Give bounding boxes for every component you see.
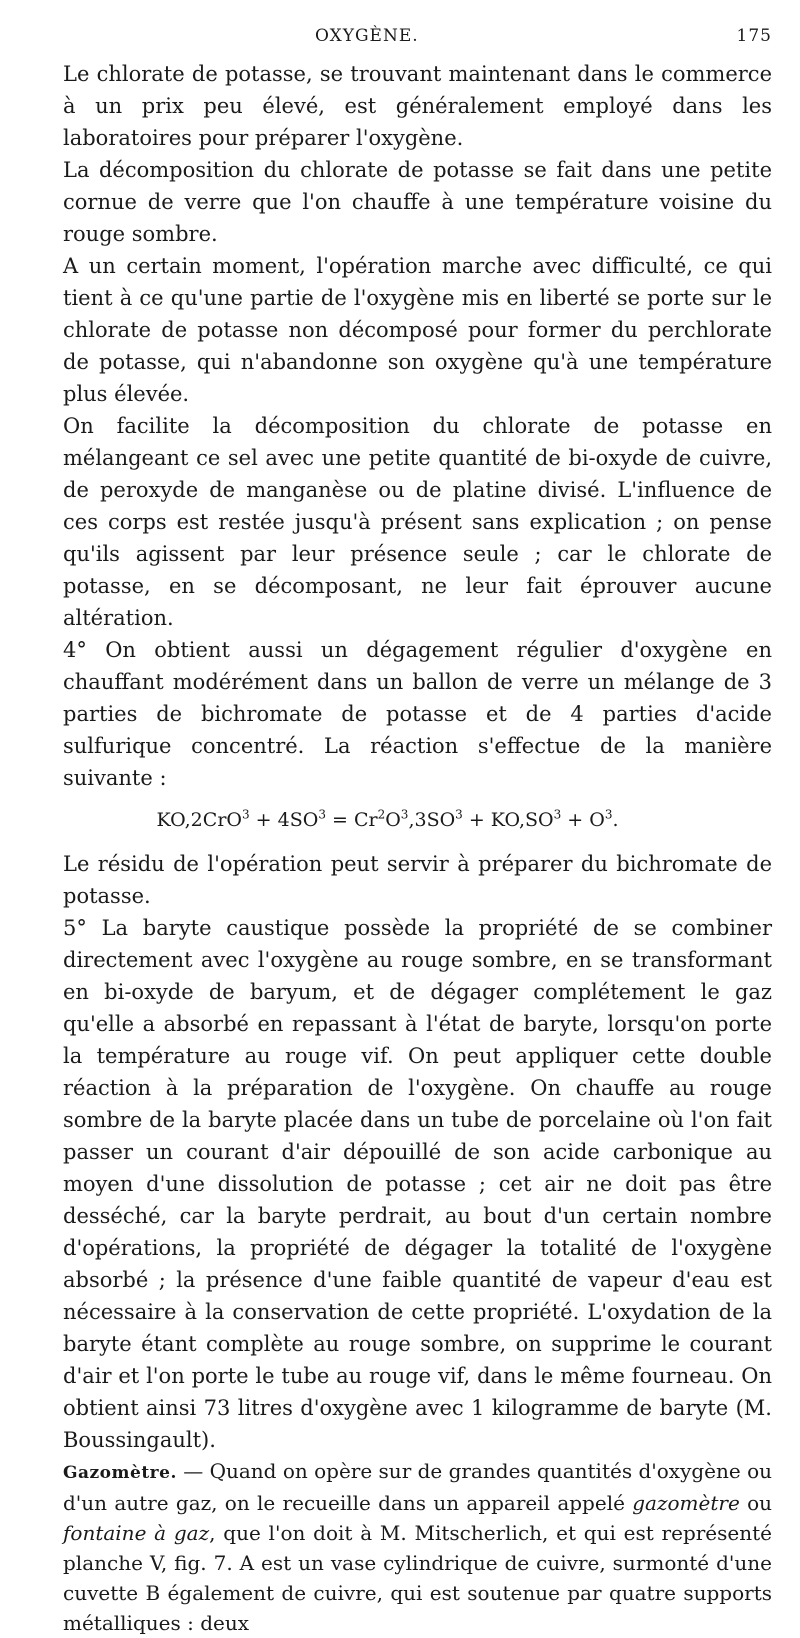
formula-superscript: 3 [455,807,463,822]
paragraph-decomposition: La décomposition du chlorate de potasse se fait dans une petite cornue de verre que l'on chauffe à une température voisine du rouge sombre. [63,158,772,246]
formula-part: O [385,809,401,831]
formula-part: = Cr [325,809,378,831]
section-run-in-heading: Gazomètre. [63,1463,177,1483]
formula-superscript: 3 [553,807,562,822]
page-number: 175 [736,26,772,46]
gazometre-text-after: , que l'on doit à M. Mitscherlich, et qui est représenté planche V, fig. 7. A est un vase cylindrique de cuivre, surmonté d'une cuvette B également de cuivre, qui est soutenue par quatre supports métalliques : deux [63,1521,772,1635]
formula-superscript: 3 [604,807,613,822]
formula-part: ,3SO [408,809,456,831]
formula-superscript: 3 [241,807,250,822]
paragraph-chlorate-intro: Le chlorate de potasse, se trouvant maintenant dans le commerce à un prix peu élevé, est généralement employé dans les laboratoires pour préparer l'oxygène. [63,62,772,150]
paragraph-catalysts: On facilite la décomposition du chlorate de potasse en mélangeant ce sel avec une petite quantité de bi-oxyde de cuivre, de peroxyde de manganèse ou de platine divisé. L'influence de ces corps est restée jusqu'à présent sans explication ; on pense qu'ils agissent par leur présence seule ; car le chlorate de potasse, en se décomposant, ne leur fait éprouver aucune altération. [63,414,772,630]
formula-part: . [612,809,619,831]
gazometre-text-mid: ou [739,1491,772,1515]
formula-superscript: 3 [400,807,409,822]
formula-part: + KO,SO [462,809,554,831]
chemical-equation [63,798,772,842]
paragraph-baryte: 5° La baryte caustique possède la propriété de se combiner directement avec l'oxygène au rouge sombre, en se transformant en bi-oxyde de baryum, et de dégager complétement le gaz qu'elle a absorbé en repassant à l'état de baryte, lorsqu'on porte la température au rouge vif. On peut appliquer cette double réaction à la préparation de l'oxygène. On chauffe au rouge sombre de la baryte placée dans un tube de porcelaine où l'on fait passer un courant d'air dépouillé de son acide carbonique au moyen d'une dissolution de potasse ; cet air ne doit pas être desséché, car la baryte perdrait, au bout d'un certain nombre d'opérations, la propriété de dégager la totalité de l'oxygène absorbé ; la présence d'une faible quantité de vapeur d'eau est nécessaire à la conservation de cette propriété. L'oxydation de la baryte étant complète au rouge sombre, on supprime le courant d'air et l'on porte le tube au rouge vif, dans le même fourneau. On obtient ainsi 73 litres d'oxygène avec 1 kilogramme de baryte (M. Boussingault). [63,916,772,1452]
paragraph-difficulty: A un certain moment, l'opération marche avec difficulté, ce qui tient à ce qu'une partie de l'oxygène mis en liberté se porte sur le chlorate de potasse non décomposé pour former du perchlorate de potasse, qui n'abandonne son oxygène qu'à une température plus élevée. [63,254,772,406]
running-title: OXYGÈNE. [315,26,419,46]
paragraph-residue: Le résidu de l'opération peut servir à préparer du bichromate de potasse. [63,852,772,908]
fontaine-term: fontaine à gaz [63,1521,210,1545]
formula-superscript: 3 [318,807,326,822]
formula-part: + O [561,809,605,831]
formula-part: KO,2CrO [156,809,242,831]
running-head [63,20,772,58]
paragraph-gazometre [63,1456,772,1638]
gazometre-text-before: — Quand on opère sur de grandes quantités d'oxygène ou d'un autre gaz, on le recueille dans un appareil appelé [63,1459,773,1515]
body-text [63,58,772,1638]
paragraph-bichromate: 4° On obtient aussi un dégagement régulier d'oxygène en chauffant modérément dans un ballon de verre un mélange de 3 parties de bichromate de potasse et de 4 parties d'acide sulfurique concentré. La réaction s'effectue de la manière suivante : [63,638,772,790]
formula-superscript: 2 [377,807,386,822]
gazometre-term: gazomètre [632,1491,740,1515]
formula-part: + 4SO [249,809,319,831]
